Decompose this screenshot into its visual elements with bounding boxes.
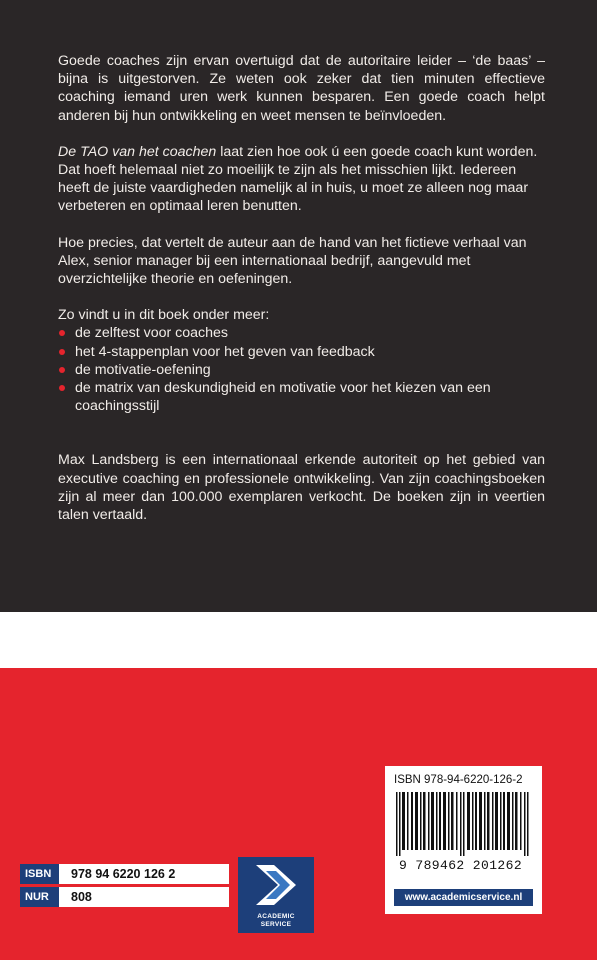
list-item: het 4-stappenplan voor het geven van feedback [58, 343, 545, 361]
blurb-paragraph-2-text: laat zien hoe ook ú een goede coach kunt worden. Dat hoeft helemaal niet zo moeilijk te zijn als het misschien lijkt. Iedereen heeft de juiste vaardigheden namelijk al in huis, u moet ze alleen nog maar verbeteren en optimaal leren benutten. [58, 143, 538, 215]
blurb-text [58, 52, 545, 524]
publisher-url: www.academicservice.nl [394, 889, 533, 906]
white-band [0, 612, 597, 668]
table-row [20, 887, 229, 907]
author-bio: Max Landsberg is een internationaal erkende autoriteit op het gebied van executive coaching en professionele ontwikkeling. Van zijn coachingsboeken zijn al meer dan 100.000 exemplaren verkocht. De boeken zijn in veertien talen vertaald. [58, 452, 545, 524]
blurb-paragraph-3: Hoe precies, dat vertelt de auteur aan de hand van het fictieve verhaal van Alex, senior manager bij een internationaal bedrijf, aangevuld met overzichtelijke theorie en oefeningen. [58, 234, 527, 288]
blurb-paragraph-2 [58, 143, 545, 216]
publisher-url-area [385, 880, 542, 914]
nur-label: NUR [20, 887, 59, 907]
bullet-dot-icon [59, 330, 65, 336]
chevron-arrow-icon [238, 857, 314, 913]
isbn-label: ISBN [20, 864, 59, 884]
isbn-nur-table [20, 864, 229, 907]
logo-text-academic: ACADEMIC [257, 913, 295, 920]
table-row [20, 864, 229, 884]
publisher-logo [238, 857, 314, 933]
logo-text-service: SERVICE [260, 921, 292, 928]
nur-value: 808 [59, 887, 229, 907]
list-item: de zelftest voor coaches [58, 324, 545, 342]
bullet-dot-icon [59, 367, 65, 373]
list-item: de motivatie-oefening [58, 361, 545, 379]
barcode-digits: 9 789462 201262 [399, 858, 523, 873]
list-intro: Zo vindt u in dit boek onder meer: [58, 307, 270, 324]
barcode-isbn-label: ISBN 978-94-6220-126-2 [394, 774, 523, 786]
blurb-paragraph-1: Goede coaches zijn ervan overtuigd dat de autoritaire leider – ‘de baas’ – bijna is uitgestorven. Ze weten ook zeker dat tien minuten effectieve coaching iemand uren werk kunnen besparen. Een goede coach helpt anderen bij hun ontwikkeling en weet mensen te beïnvloeden. [58, 53, 545, 124]
list-item: de matrix van deskundigheid en motivatie voor het kiezen van een coachingsstijl [58, 379, 545, 415]
barcode-icon [394, 792, 533, 856]
book-title-inline: De TAO van het coachen [58, 143, 217, 160]
isbn-value: 978 94 6220 126 2 [59, 864, 229, 884]
feature-list [58, 324, 545, 415]
barcode-box [385, 766, 542, 914]
bullet-dot-icon [59, 385, 65, 391]
bullet-dot-icon [59, 349, 65, 355]
